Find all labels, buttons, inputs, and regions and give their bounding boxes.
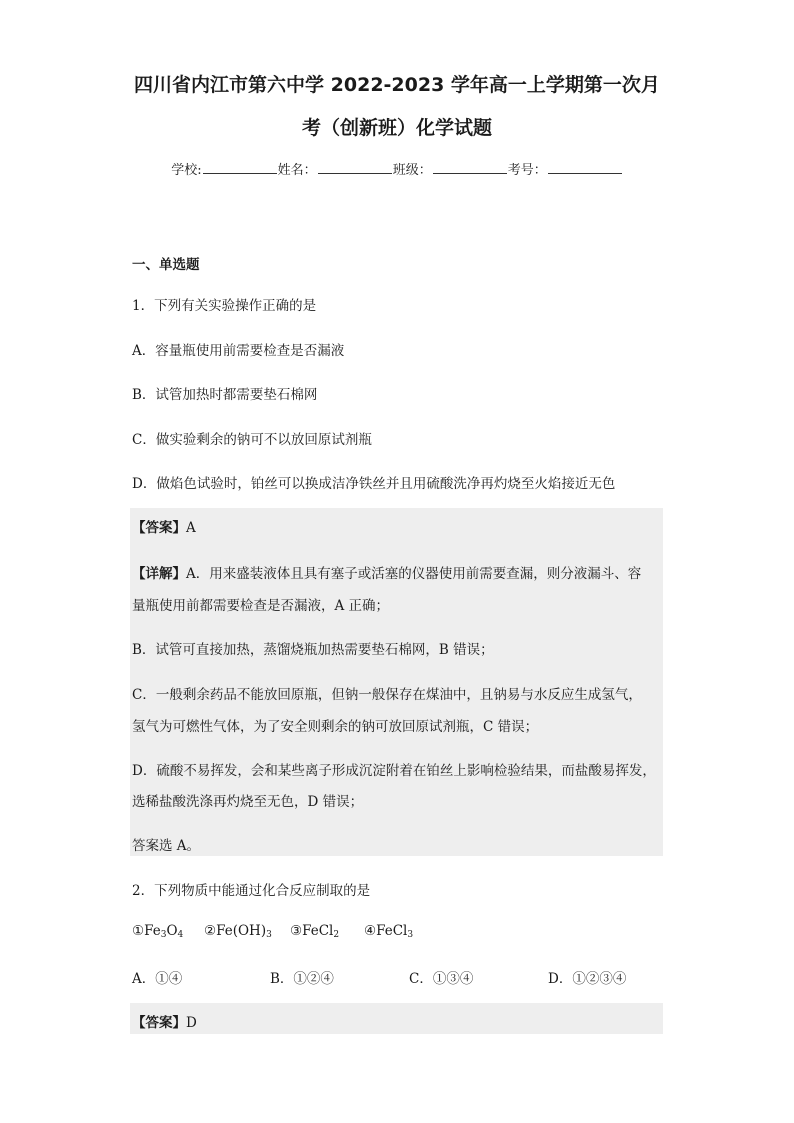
answer-value: A — [186, 520, 196, 536]
question-1-option-b: B．试管加热时都需要垫石棉网 — [132, 387, 318, 403]
school-label: 学校: — [171, 163, 202, 178]
question-1-answer — [132, 516, 196, 536]
student-info-row — [0, 159, 794, 178]
question-1-option-d: D．做焰色试验时，铂丝可以换成洁净铁丝并且用硫酸洗净再灼烧至火焰接近无色 — [132, 476, 616, 492]
detail-label: 【详解】 — [132, 566, 186, 582]
substance-3: ③FeCl$_2$ — [290, 923, 340, 940]
section-title: 一、单选题 — [132, 257, 200, 273]
question-1-stem: 1．下列有关实验操作正确的是 — [132, 298, 317, 314]
answer-label: 【答案】 — [132, 1015, 186, 1031]
question-1-option-c: C．做实验剩余的钠可不以放回原试剂瓶 — [132, 432, 372, 448]
name-label: 姓名： — [277, 163, 317, 178]
school-blank — [203, 161, 277, 174]
question-2-answer-panel — [130, 1003, 663, 1034]
question-1-option-a: A．容量瓶使用前需要检查是否漏液 — [132, 343, 345, 359]
question-1-detail-line-6: D．硫酸不易挥发，会和某些离子形成沉淀附着在铂丝上影响检验结果，而盐酸易挥发， — [132, 763, 656, 779]
question-1-detail-line-3: B．试管可直接加热，蒸馏烧瓶加热需要垫石棉网，B 错误； — [132, 642, 494, 658]
question-2-option-b: B．①②④ — [270, 971, 334, 987]
substance-2: $②Fe(OH)_3$ — [204, 923, 272, 940]
question-2-answer — [132, 1011, 197, 1031]
question-2-stem: 2．下列物质中能通过化合反应制取的是 — [132, 883, 371, 899]
substance-1: $①Fe_3O_4$ — [132, 923, 184, 940]
question-1-detail-line-7: 选稀盐酸洗涤再灼烧至无色，D 错误； — [132, 794, 364, 810]
question-1-detail-line-2: 量瓶使用前都需要检查是否漏液，A 正确； — [132, 598, 390, 614]
class-label: 班级： — [392, 163, 432, 178]
question-2-option-a: A．①④ — [132, 971, 183, 987]
question-2-option-d: D．①②③④ — [548, 971, 627, 987]
exam-title-line-2: 考（创新班）化学试题 — [301, 117, 492, 139]
question-2-substances — [132, 923, 413, 940]
detail-text: A．用来盛装液体且具有塞子或活塞的仪器使用前需要查漏，则分液漏斗、容 — [186, 566, 642, 582]
question-1-detail-line-8: 答案选 A。 — [132, 838, 201, 854]
question-2-options — [132, 967, 626, 987]
question-1-detail-line-4: C．一般剩余药品不能放回原瓶，但钠一般保存在煤油中，且钠易与水反应生成氢气， — [132, 687, 642, 703]
exam-title-line-1: 四川省内江市第六中学 2022-2023 学年高一上学期第一次月 — [134, 74, 660, 96]
name-blank — [318, 161, 392, 174]
question-1-detail-line-5: 氢气为可燃性气体，为了安全则剩余的钠可放回原试剂瓶，C 错误； — [132, 719, 539, 735]
class-blank — [433, 161, 507, 174]
question-1-detail-line-1 — [132, 562, 641, 582]
question-2-option-c: C．①③④ — [409, 971, 474, 987]
number-label: 考号： — [507, 163, 547, 178]
substance-4: ④FeCl$_3$ — [364, 923, 414, 940]
answer-label: 【答案】 — [132, 520, 186, 536]
number-blank — [548, 161, 622, 174]
answer-value: D — [186, 1015, 197, 1031]
